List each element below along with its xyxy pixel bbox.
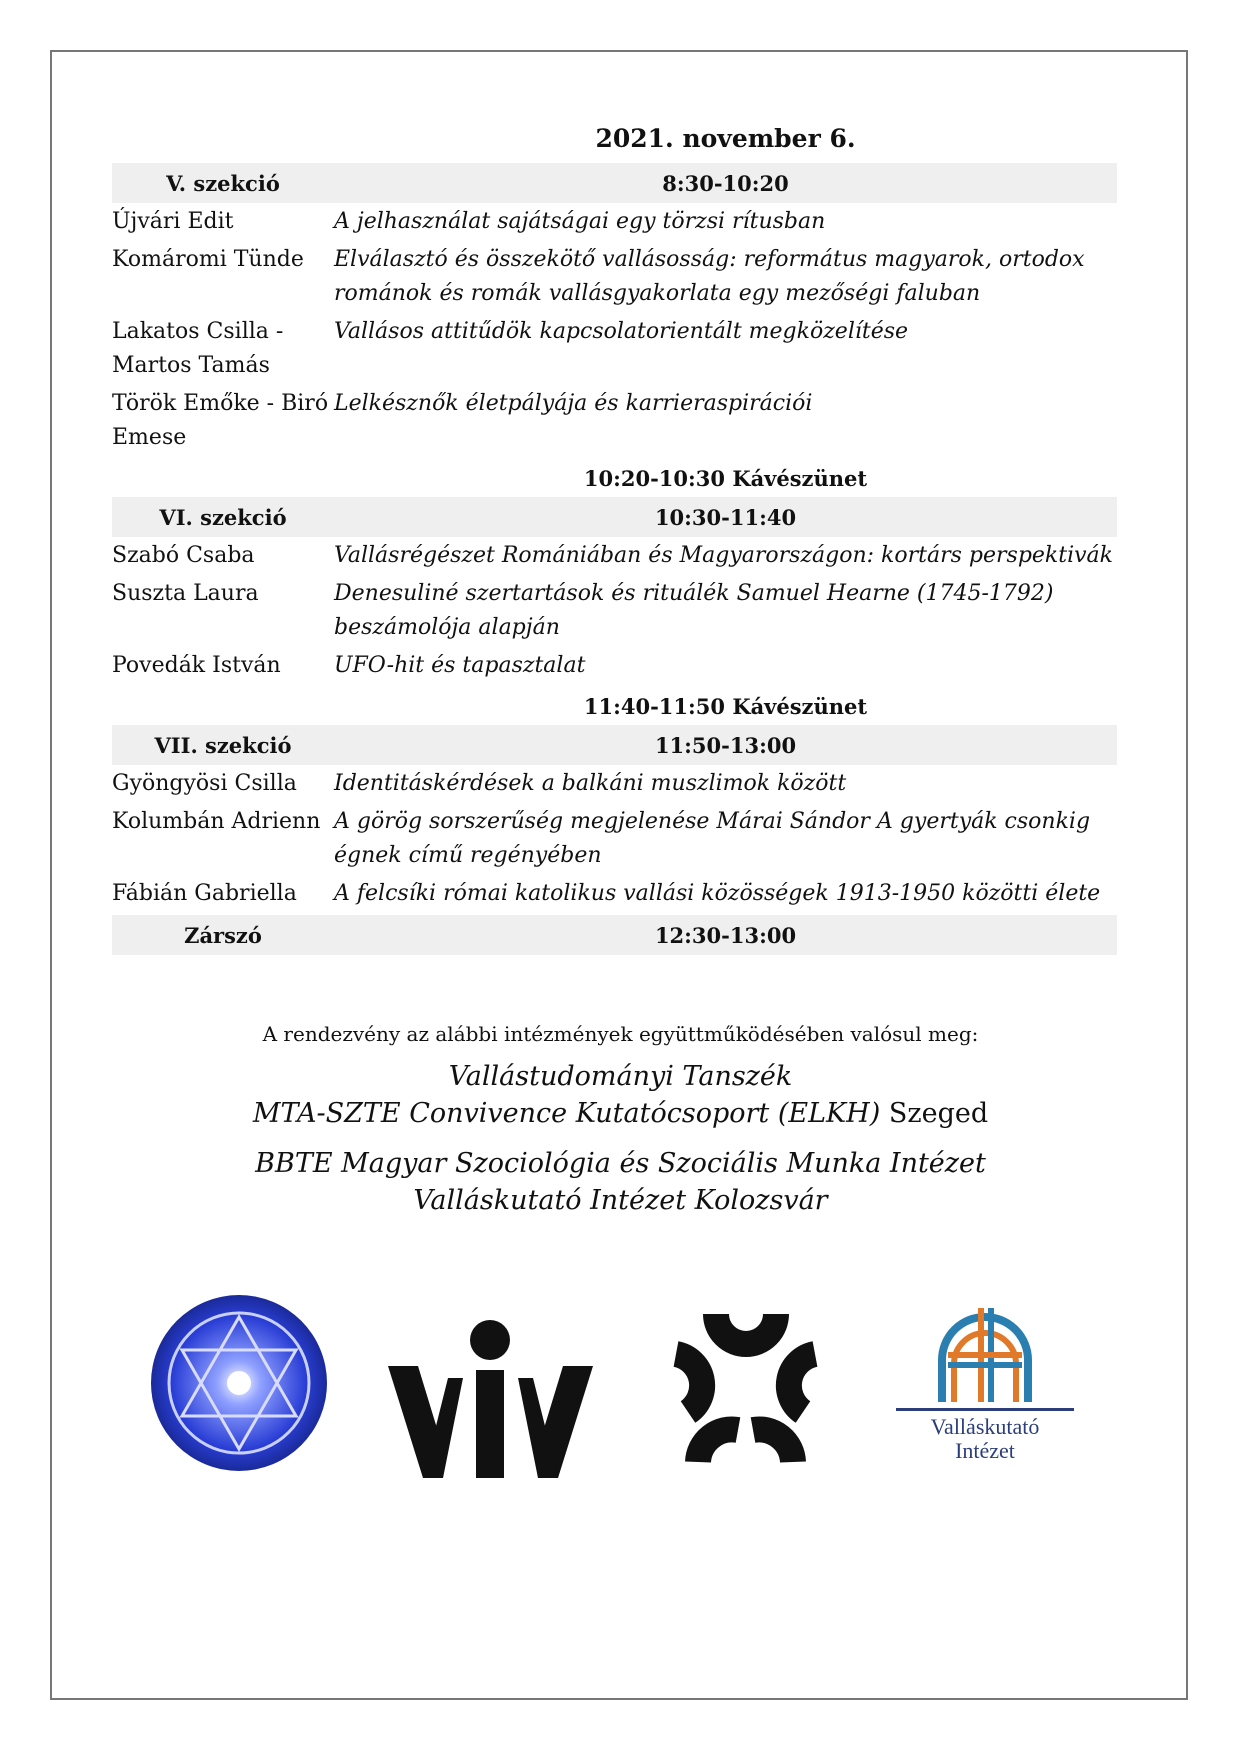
session-label: Zárszó bbox=[184, 922, 262, 948]
programme bbox=[112, 163, 1117, 955]
talk-title: Lelkésznők életpályája és karrieraspirációi bbox=[334, 391, 813, 416]
session-label: VII. szekció bbox=[154, 732, 292, 758]
talk-title: A görög sorszerűség megjelenése Márai Sándor A gyertyák csonkig égnek című regényében bbox=[334, 809, 1091, 868]
vallaskutato-intezet-logo bbox=[890, 1302, 1080, 1472]
coffee-break bbox=[112, 459, 1117, 497]
cooperation-note: A rendezvény az alábbi intézmények együttműködésében valósul meg: bbox=[262, 1022, 979, 1046]
break-time: 10:20-10:30 Kávészünet bbox=[583, 465, 868, 491]
star-emblem-logo bbox=[148, 1292, 330, 1474]
talk-title: Vallásos attitűdök kapcsolatorientált megközelítése bbox=[334, 319, 909, 344]
institutions-block-1 bbox=[0, 1058, 1241, 1132]
speaker-name: Komáromi Tünde bbox=[112, 247, 304, 272]
event-date: 2021. november 6. bbox=[595, 124, 856, 153]
talk-row bbox=[112, 205, 1117, 239]
institution-line-4: Valláskutató Intézet Kolozsvár bbox=[413, 1185, 828, 1216]
talk-row bbox=[112, 877, 1117, 911]
speaker-name: Kolumbán Adrienn bbox=[112, 809, 321, 834]
talk-title: UFO-hit és tapasztalat bbox=[334, 653, 586, 678]
institution-line-1: Vallástudományi Tanszék bbox=[448, 1061, 793, 1092]
talk-title: Elválasztó és összekötő vallásosság: református magyarok, ortodox románok és romák vallásgyakorlata egy mezőségi faluban bbox=[334, 247, 1085, 306]
break-time: 11:40-11:50 Kávészünet bbox=[583, 693, 868, 719]
viv-figure-logo bbox=[388, 1318, 593, 1478]
speaker-name: Fábián Gabriella bbox=[112, 881, 297, 906]
session-time: 10:30-11:40 bbox=[654, 504, 797, 530]
speaker-name: Lakatos Csilla - Martos Tamás bbox=[112, 319, 284, 378]
session-header bbox=[112, 163, 1117, 203]
talk-row bbox=[112, 577, 1117, 645]
talk-row bbox=[112, 243, 1117, 311]
talk-row bbox=[112, 315, 1117, 383]
logo-text-line-1: Valláskutató bbox=[930, 1414, 1040, 1439]
talk-row bbox=[112, 539, 1117, 573]
institution-line-2: MTA-SZTE Convivence Kutatócsoport (ELKH) bbox=[252, 1098, 881, 1129]
talk-title: Identitáskérdések a balkáni muszlimok között bbox=[334, 771, 847, 796]
session-header bbox=[112, 497, 1117, 537]
arc-segments-logo bbox=[658, 1302, 833, 1472]
speaker-name: Povedák István bbox=[112, 653, 281, 678]
talk-title: A jelhasználat sajátságai egy törzsi rítusban bbox=[334, 209, 826, 234]
closing-header bbox=[112, 915, 1117, 955]
session-label: VI. szekció bbox=[159, 504, 287, 530]
institutions-block-2 bbox=[0, 1145, 1241, 1219]
institution-city: Szeged bbox=[888, 1098, 989, 1129]
talk-row bbox=[112, 649, 1117, 683]
speaker-name: Újvári Edit bbox=[112, 209, 234, 234]
speaker-name: Török Emőke - Biró Emese bbox=[112, 391, 329, 450]
talk-title: Denesuliné szertartások és rituálék Samuel Hearne (1745-1792) beszámolója alapján bbox=[334, 581, 1054, 640]
talk-title: A felcsíki római katolikus vallási közösségek 1913-1950 közötti élete bbox=[334, 881, 1101, 906]
session-time: 12:30-13:00 bbox=[654, 922, 797, 948]
speaker-name: Suszta Laura bbox=[112, 581, 259, 606]
session-label: V. szekció bbox=[166, 170, 280, 196]
talk-row bbox=[112, 805, 1117, 873]
speaker-name: Gyöngyösi Csilla bbox=[112, 771, 297, 796]
logo-text-line-2: Intézet bbox=[955, 1438, 1015, 1463]
coffee-break bbox=[112, 687, 1117, 725]
session-time: 8:30-10:20 bbox=[662, 170, 789, 196]
speaker-name: Szabó Csaba bbox=[112, 543, 255, 568]
talk-row bbox=[112, 387, 1117, 455]
session-time: 11:50-13:00 bbox=[654, 732, 797, 758]
institution-line-3: BBTE Magyar Szociológia és Szociális Munka Intézet bbox=[255, 1148, 986, 1179]
talk-title: Vallásrégészet Romániában és Magyarországon: kortárs perspektivák bbox=[334, 543, 1114, 568]
talk-row bbox=[112, 767, 1117, 801]
session-header bbox=[112, 725, 1117, 765]
